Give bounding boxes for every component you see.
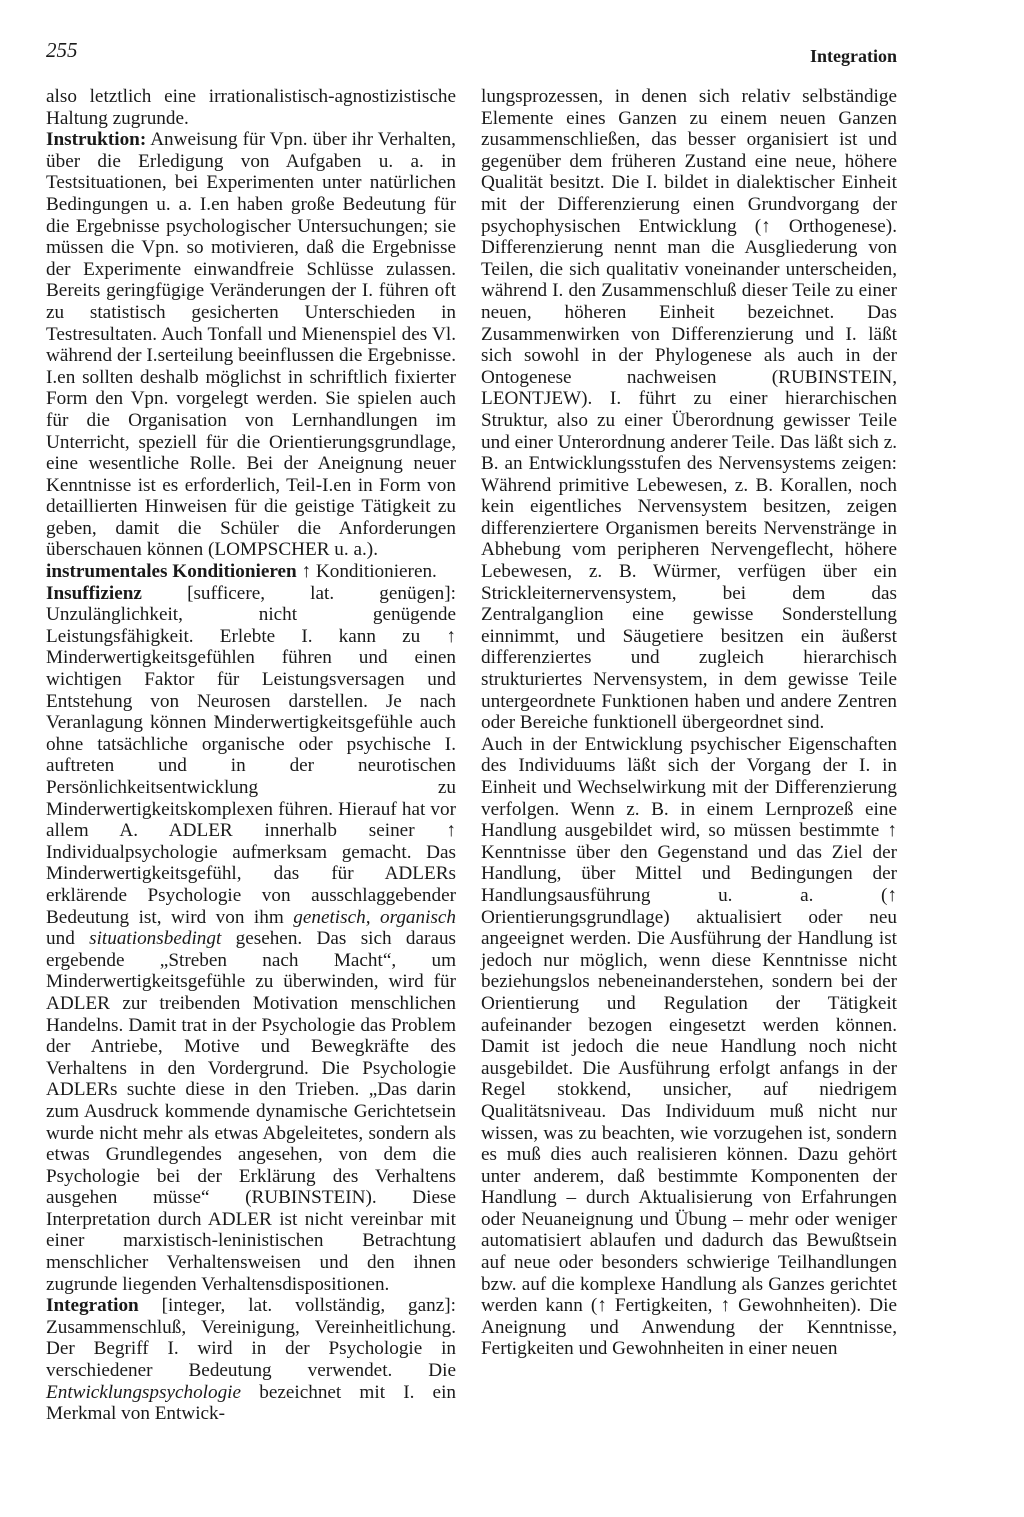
entry-text: Anweisung für Vpn. über ihr Verhalten, über die Erledigung von Aufgaben u. a. in Testsituationen, bei Experimenten unter natürlichen Bedingungen u. a. I.en haben große Bedeutung für die Ergebnisse psychologischer Untersuchungen; sie müssen die Vpn. so motivieren, daß die Ergebnisse der Experimente einwandfreie Schlüsse zulassen. Bereits geringfügige Veränderungen der I. führen oft zu statistisch gesicherten Unterschieden in Testresultaten. Auch Tonfall und Mienenspiel des Vl. während der I.serteilung beeinflussen die Ergebnisse. I.en sollten deshalb möglichst in schriftlich fixierter Form den Vpn. vorgelegt werden. Sie spielen auch für die Organisation von Lernhandlungen im Unterricht, speziell für die Orientierungsgrundlage, eine wesentliche Rolle. Bei der Aneignung neuer Kenntnisse ist es erforderlich, Teil-I.en in Form von detaillierten Hinweisen für die geistige Tätigkeit zu geben, damit die Schüler die Anforderungen überschauen können (LOMPSCHER u. a.). [46, 129, 456, 561]
entry-text: gesehen. Das sich daraus ergebende „Streben nach Macht“, um Minderwertigkeitsgefühle zu überwinden, wird für ADLER zur treibenden Motivation menschlichen Handelns. Damit trat in der Psychologie das Problem der Antriebe, Motive und Bewegkräfte des Verhaltens in den Vordergrund. Die Psychologie ADLERs suchte diese in den Trieben. „Das darin zum Ausdruck kommende dynamische Gerichtetsein wurde nicht mehr als etwas Abgeleitetes, sondern als etwas Grundlegendes angesehen, von dem die Psychologie bei der Erklärung des Verhaltens ausgehen müsse“ (RUBINSTEIN). Diese Interpretation durch ADLER ist nicht vereinbar mit einer marxistisch-leninistischen Betrachtung menschlicher Verhaltensweisen und den ihnen zugrunde liegenden Verhaltensdispositionen. [46, 928, 457, 1295]
right-column [481, 86, 897, 1360]
entry-text: [sufficere, lat. genügen]: Unzulänglichkeit, nicht genügende Leistungsfähigkeit. Erlebte I. kann zu ↑ Minderwertigkeitsgefühlen führen und einen wichtigen Faktor für Leistungsversagen und Entstehung von Neurosen darstellen. Je nach Veranlagung können Minderwertigkeitsgefühle auch ohne tatsächliche organische oder psychische I. auftreten und in der neurotischen Persönlichkeitsentwicklung zu Minderwertigkeitskomplexen führen. Hierauf hat vor allem A. ADLER innerhalb seiner ↑ Individualpsychologie aufmerksam gemacht. Das Minderwertigkeitsgefühl, das für ADLERs erklärende Psychologie von ausschlaggebender Bedeutung ist, wird von ihm [46, 582, 456, 928]
entry-konditionieren [46, 561, 456, 583]
entry-insuffizienz [46, 583, 456, 1296]
entry-text: bezeichnet mit I. ein Merkmal von Entwick- [46, 1381, 457, 1425]
headword-instruktion: Instruktion: [46, 129, 147, 151]
italic-term: situationsbedingt [89, 928, 222, 950]
entry-text: und [46, 928, 75, 950]
headword-insuffizienz: Insuffizienz [46, 582, 142, 604]
entry-text: ↑ Konditionieren. [301, 561, 437, 583]
left-column [46, 86, 456, 1425]
entry-integration [46, 1295, 456, 1425]
entry-instruktion [46, 129, 456, 561]
italic-term: Entwicklungspsychologie [46, 1381, 242, 1403]
italic-term: genetisch, organisch [293, 906, 457, 928]
entry-text: [integer, lat. vollständig, ganz]: Zusammenschluß, Vereinigung, Vereinheitlichung. Der Begriff I. wird in der Psychologie in verschiedener Bedeutung verwendet. Die [46, 1295, 457, 1382]
page-number: 255 [46, 38, 78, 62]
paragraph: lungsprozessen, in denen sich relativ selbständige Elemente eines Ganzen zu einem neuen Ganzen zusammenschließen, das besser organisiert ist und gegenüber dem früheren Zustand eine neue, höhere Qualität besitzt. Die I. bildet in dialektischer Einheit mit der Differenzierung einen Grundvorgang der psychophysischen Entwicklung (↑ Orthogenese). Differenzierung nennt man die Ausgliederung von Teilen, die sich qualitativ voneinander unterscheiden, während I. den Zusammenschluß dieser Teile zu einer neuen, höheren Einheit bezeichnet. Das Zusammenwirken von Differenzierung und I. läßt sich sowohl in der Phylogenese als auch in der Ontogenese nachweisen (RUBINSTEIN, LEONTJEW). I. führt zu einer hierarchischen Struktur, also zu einer Überordnung gewisser Teile und einer Unterordnung anderer Teile. Das läßt sich z. B. an Entwicklungsstufen des Nervensystems zeigen: Während primitive Lebewesen, z. B. Korallen, noch kein eigentliches Nervensystem besitzen, zeigen differenziertere Organismen bereits Nervenstränge in Abhebung vom peripheren Nervengeflecht, höhere Lebewesen, z. B. Würmer, verfügen über ein Strickleiternervensystem, bei dem das Zentralganglion eine gewisse Sonderstellung einnimmt, und Säugetiere besitzen ein äußerst differenziertes und zugleich hierarchisch strukturiertes Nervensystem, in dem gewisse Teile untergeordnete Funktionen haben und andere Zentren oder Bereiche funktionell übergeordnet sind. [481, 86, 898, 734]
headword-integration: Integration [46, 1295, 139, 1317]
paragraph-continuation: also letztlich eine irrationalistisch-agnostizistische Haltung zugrunde. [46, 86, 456, 129]
running-head: Integration [810, 46, 897, 66]
headword-konditionieren: instrumentales Konditionieren [46, 561, 297, 583]
paragraph: Auch in der Entwicklung psychischer Eigenschaften des Individuums läßt sich der Vorgang der I. in Einheit und Wechselwirkung mit der Differenzierung verfolgen. Wenn z. B. in einem Lernprozeß eine Handlung ausgebildet wird, so müssen bestimmte ↑ Kenntnisse über den Gegenstand und das Ziel der Handlung, über Mittel und Bedingungen der Handlungsausführung u. a. (↑ Orientierungsgrundlage) aktualisiert oder neu angeeignet werden. Die Ausführung der Handlung ist jedoch nur möglich, wenn diese Kenntnisse nicht beziehungslos nebeneinanderstehen, sondern bei der Orientierung und Regulation der Tätigkeit aufeinander bezogen eingesetzt werden können. Damit ist jedoch die neue Handlung noch nicht ausgebildet. Die Ausführung erfolgt anfangs in der Regel stokkend, unsicher, auf niedrigem Qualitätsniveau. Das Individuum muß nicht nur wissen, was zu beachten, wie vorzugehen ist, sondern es muß dies auch realisieren können. Dazu gehört unter anderem, daß bestimmte Komponenten der Handlung – durch Aktualisierung von Erfahrungen oder Neuaneignung und Übung – mehr oder weniger automatisiert ablaufen und dadurch das Bewußtsein auf neue oder besonders schwierige Teilhandlungen bzw. auf die komplexe Handlung als Ganzes gerichtet werden kann (↑ Fertigkeiten, ↑ Gewohnheiten). Die Aneignung und Anwendung der Kenntnisse, Fertigkeiten und Gewohnheiten in einer neuen [481, 733, 897, 1360]
